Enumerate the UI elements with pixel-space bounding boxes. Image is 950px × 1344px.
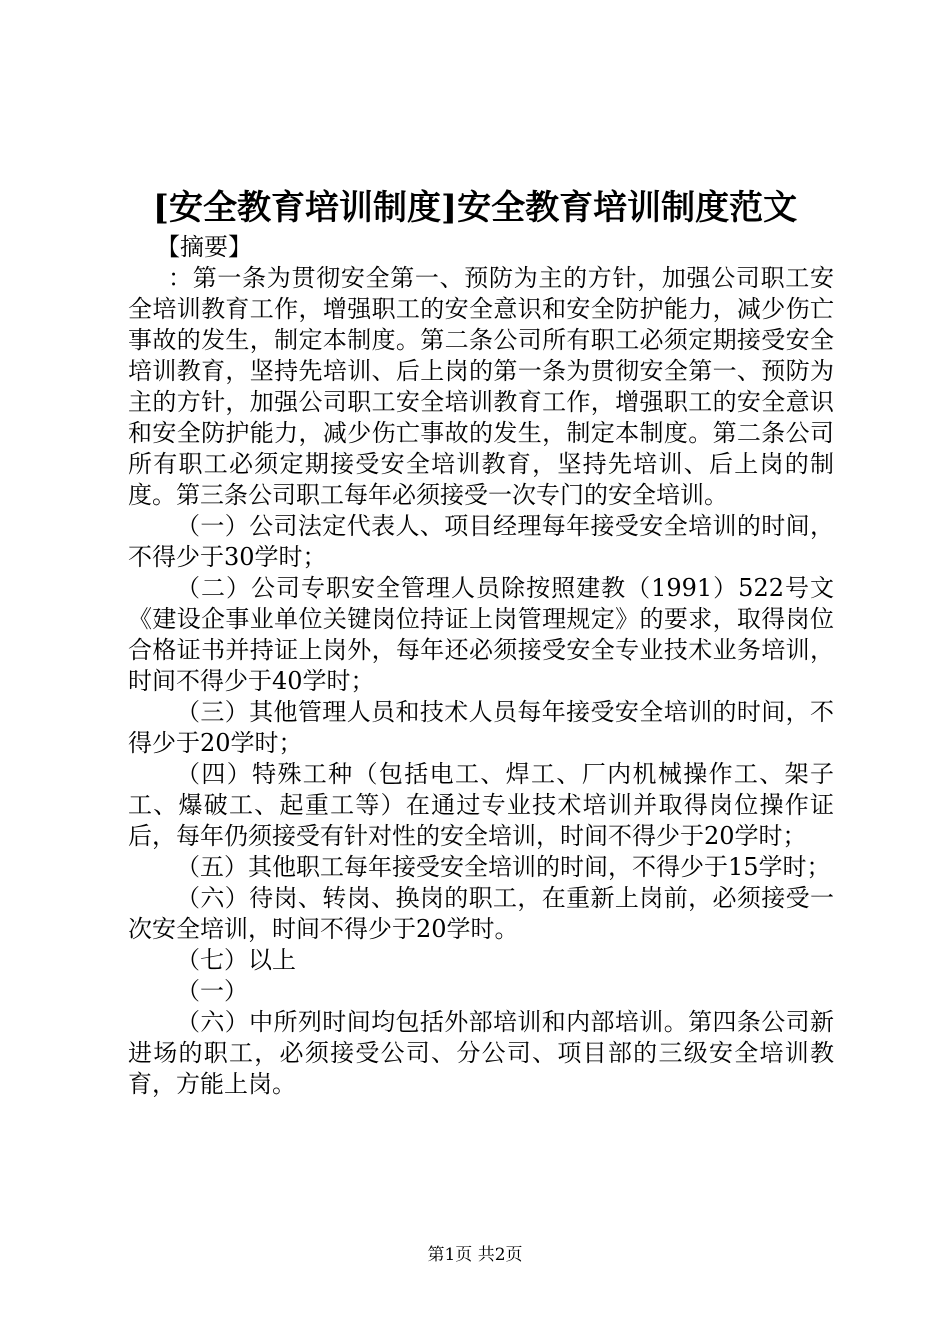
paragraph-fragment: （一）: [176, 977, 248, 1005]
paragraph-item-7: （七）以上: [176, 946, 296, 974]
paragraph-item-2: （二）公司专职安全管理人员除按照建教（1991）522号文《建设企事业单位关键岗位持证上岗管理规定》的要求，取得岗位合格证书并持证上岗外，每年还必须接受安全专业技术业务培训，时间不得少于40学时；: [128, 574, 834, 695]
page-number-footer: 第1页 共2页: [427, 1245, 523, 1265]
document-title: [安全教育培训制度]安全教育培训制度范文: [152, 188, 798, 228]
abstract-label: 【摘要】: [156, 233, 252, 261]
paragraph-closing: （六）中所列时间均包括外部培训和内部培训。第四条公司新进场的职工，必须接受公司、分公司、项目部的三级安全培训教育，方能上岗。: [128, 1008, 834, 1098]
paragraph-item-1: （一）公司法定代表人、项目经理每年接受安全培训的时间，不得少于30学时；: [128, 512, 834, 571]
document-body: [128, 232, 834, 1100]
paragraph-item-4: （四）特殊工种（包括电工、焊工、厂内机械操作工、架子工、爆破工、起重工等）在通过专业技术培训并取得岗位操作证后，每年仍须接受有针对性的安全培训，时间不得少于20学时；: [128, 760, 834, 850]
paragraph-intro: ：第一条为贯彻安全第一、预防为主的方针，加强公司职工安全培训教育工作，增强职工的安全意识和安全防护能力，减少伤亡事故的发生，制定本制度。第二条公司所有职工必须定期接受安全培训教育，坚持先培训、后上岗的第一条为贯彻安全第一、预防为主的方针，加强公司职工安全培训教育工作，增强职工的安全意识和安全防护能力，减少伤亡事故的发生，制定本制度。第二条公司所有职工必须定期接受安全培训教育，坚持先培训、后上岗的制度。第三条公司职工每年必须接受一次专门的安全培训。: [128, 264, 834, 509]
paragraph-item-6: （六）待岗、转岗、换岗的职工，在重新上岗前，必须接受一次安全培训，时间不得少于20学时。: [128, 884, 834, 943]
paragraph-item-5: （五）其他职工每年接受安全培训的时间，不得少于15学时；: [176, 853, 831, 881]
paragraph-item-3: （三）其他管理人员和技术人员每年接受安全培训的时间，不得少于20学时；: [128, 698, 834, 757]
